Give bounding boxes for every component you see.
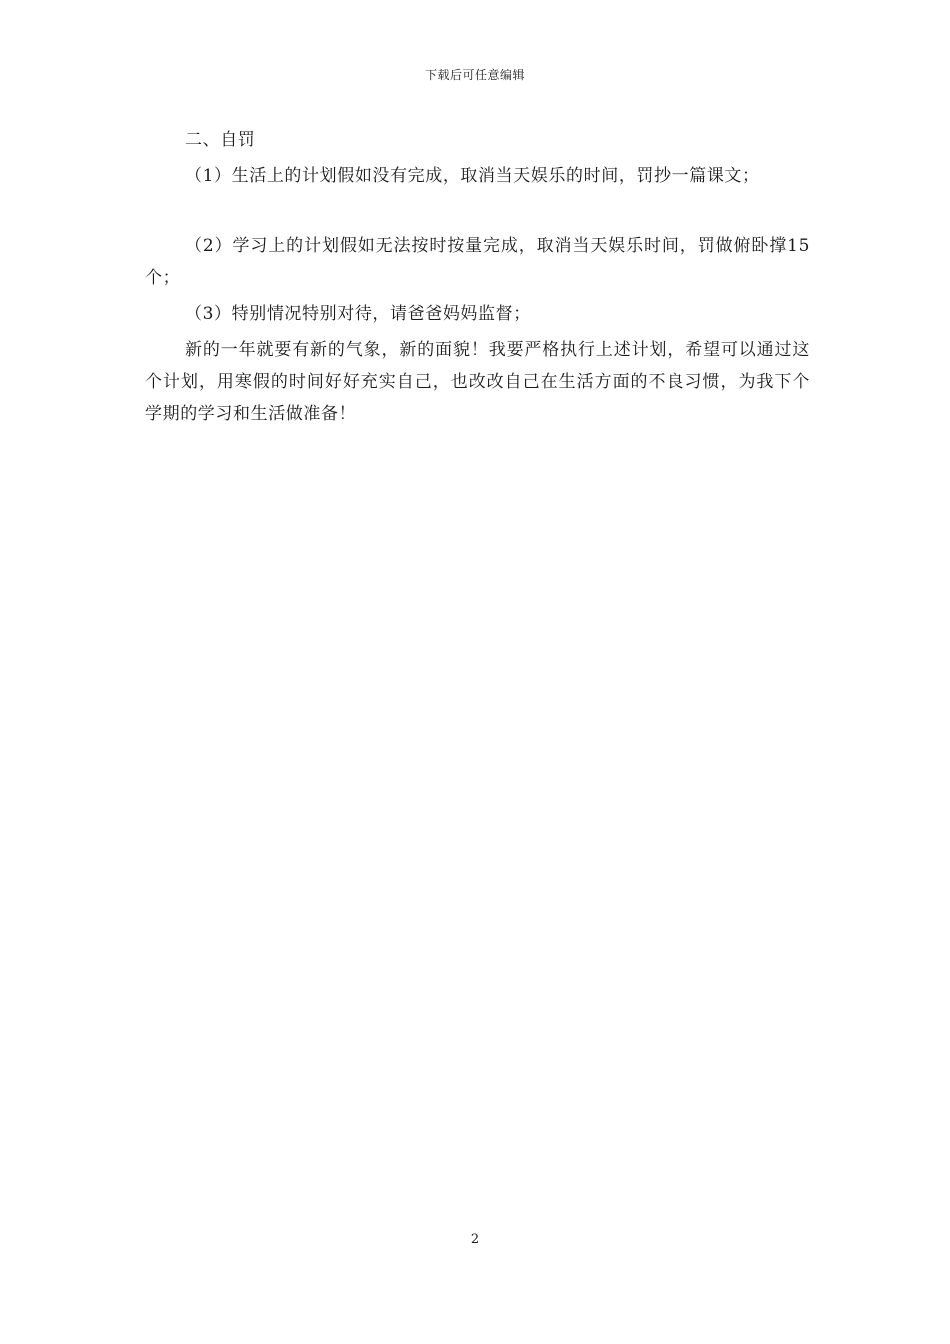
closing-paragraph: 新的一年就要有新的气象，新的面貌！我要严格执行上述计划，希望可以通过这个计划，用寒假的时间好好充实自己，也改改自己在生活方面的不良习惯，为我下个学期的学习和生活做准备！ [145,340,810,424]
section-title: 二、自罚 [185,130,256,150]
page-header: 下载后可任意编辑 [424,68,525,82]
list-item: （1）生活上的计划假如没有完成，取消当天娱乐的时间，罚抄一篇课文； [185,166,760,186]
list-item: （3）特别情况特别对待，请爸爸妈妈监督； [185,304,531,324]
document-body [145,124,810,430]
page-number: 2 [470,1232,480,1247]
list-item: （2）学习上的计划假如无法按时按量完成，取消当天娱乐时间，罚做俯卧撑15个； [145,236,810,288]
